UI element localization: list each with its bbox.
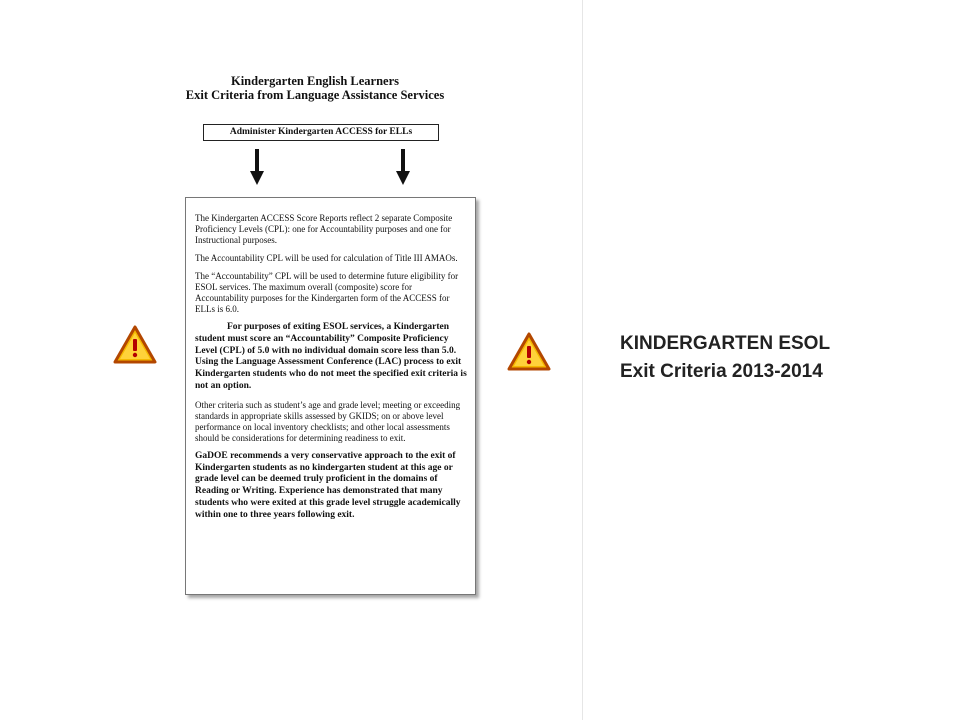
warning-icon — [112, 324, 158, 366]
arrow-down-icon — [250, 149, 264, 185]
slide-title — [620, 330, 940, 386]
step-box: Administer Kindergarten ACCESS for ELLs — [203, 124, 439, 141]
slide-title-line2: Exit Criteria 2013-2014 — [620, 361, 823, 382]
criteria-paragraph-6: GaDOE recommends a very conservative approach to the exit of Kindergarten students as no kindergarten student at this age or grade level can be deemed truly proficient in the domains of Reading or Writing. Experience has demonstrated that many students who were exited at this grade level struggle academically within one to three years following exit. — [195, 450, 461, 520]
arrow-down-icon — [396, 149, 410, 185]
criteria-paragraph-5: Other criteria such as student’s age and grade level; meeting or exceeding standards in appropriate skills assessed by GKIDS; on or above level performance on local inventory checklists; and other local assessments should be considerations for determining readiness to exit. — [195, 399, 461, 443]
document-title — [170, 74, 460, 102]
warning-icon — [506, 331, 552, 373]
criteria-box — [185, 197, 476, 595]
criteria-paragraph-2: The Accountability CPL will be used for calculation of Title III AMAOs. — [195, 253, 458, 263]
document-title-line1: Kindergarten English Learners — [230, 74, 400, 88]
document-title-line2: Exit Criteria from Language Assistance Services — [185, 88, 445, 102]
criteria-paragraph-1: The Kindergarten ACCESS Score Reports reflect 2 separate Composite Proficiency Levels (CPL): one for Accountability purposes and one for Instructional purposes. — [195, 213, 453, 245]
criteria-paragraph-3: The “Accountability” CPL will be used to determine future eligibility for ESOL services. The maximum overall (composite) score for Accountability purposes for the Kindergarten form of the ACCESS for ELLs is 6.0. — [195, 271, 459, 314]
criteria-paragraph-4: For purposes of exiting ESOL services, a Kindergarten student must score an “Accountability” Composite Proficiency Level (CPL) of 5.0 with no individual domain score less than 5.0. Using the Language Assessment Conference (LAC) process to exit Kindergarten students who do not meet the specified exit criteria is not an option. — [195, 322, 467, 391]
slide-divider — [582, 0, 583, 720]
slide-title-line1: KINDERGARTEN ESOL — [620, 333, 831, 354]
